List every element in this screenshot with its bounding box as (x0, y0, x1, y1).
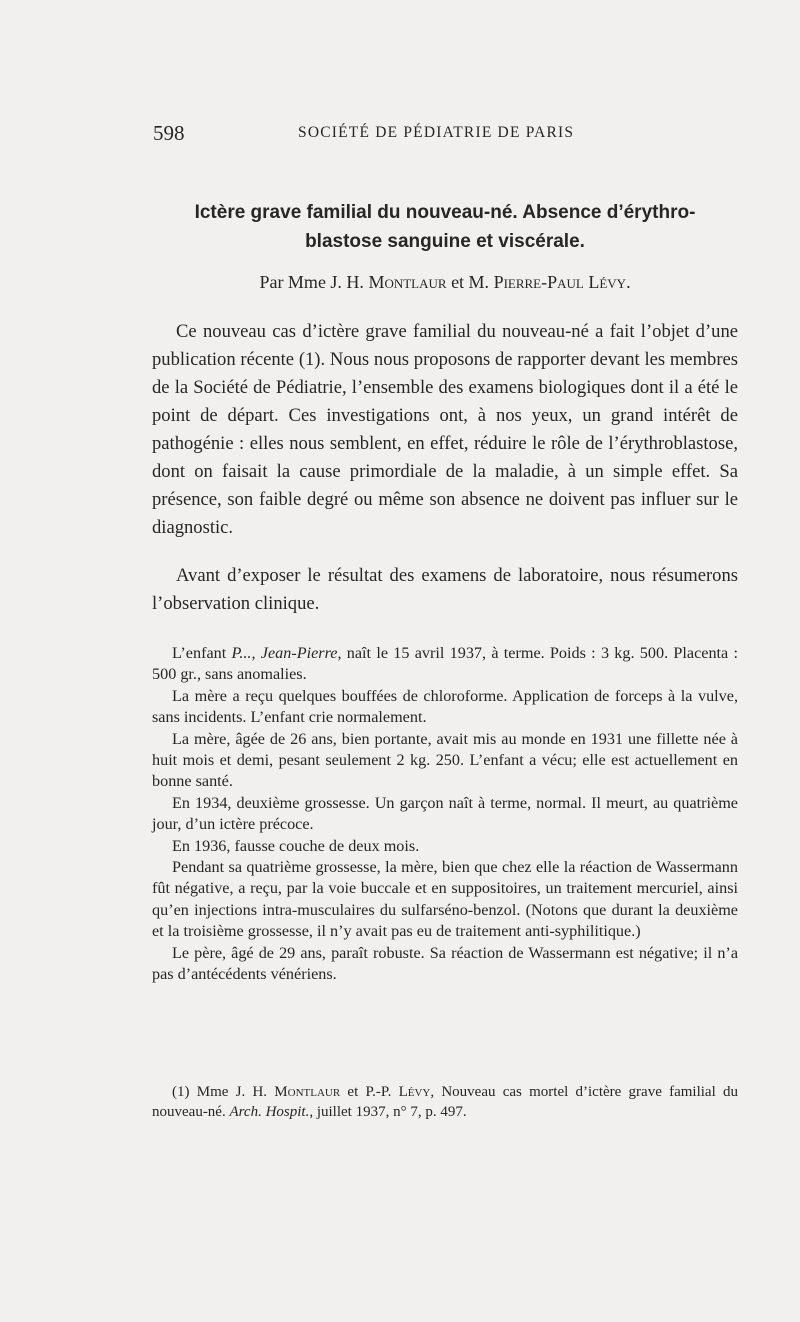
footnote-title: , Nouveau cas mortel d’ictère grave familial du nouveau-né. (152, 1084, 738, 1120)
observation-paragraph: En 1934, deuxième grossesse. Un garçon naît à terme, normal. Il meurt, au quatrième jour, d’un ictère précoce. (152, 793, 738, 834)
article-title (152, 198, 738, 256)
article (152, 198, 738, 986)
intro-text-a: Ce nouveau cas d’ictère grave familial du nouveau-né a fait l’objet d’une publication récente (152, 321, 738, 370)
author-montlaur: Montlaur (368, 272, 447, 292)
footnote-prefix: (1) Mme J. H. (172, 1084, 275, 1100)
obs-text-b: , naît le 15 avril 1937, à terme. Poids : 3 kg. 500. Placenta : 500 gr., sans anomalies. (152, 644, 738, 684)
footnote-journal: Arch. Hospit. (229, 1104, 310, 1120)
observation-paragraph: En 1936, fausse couche de deux mois. (172, 836, 420, 855)
observation-paragraph: Le père, âgé de 29 ans, paraît robuste. Sa réaction de Wassermann est négative; il n’a pas d’antécédents vénériens. (152, 943, 738, 984)
authors-prefix: Par Mme J. H. (259, 272, 369, 292)
observation-paragraph: Pendant sa quatrième grossesse, la mère, bien que chez elle la réaction de Wassermann fût négative, a reçu, par la voie buccale et en suppositoires, un traitement mercuriel, ainsi qu’en injections intra-musculaires du sulfarséno-benzol. (Notons que durant la deuxième et la troisième grossesse, il n’y avait pas eu de traitement anti-syphilitique.) (152, 858, 738, 941)
observation-paragraph (152, 643, 738, 686)
title-line-2: blastose sanguine et viscérale. (305, 231, 585, 252)
obs-text-a: L’enfant (172, 644, 232, 662)
authors-suffix: . (626, 272, 631, 292)
authors-mid: et M. (446, 272, 494, 292)
footnote-suffix: , juillet 1937, n° 7, p. 497. (309, 1104, 467, 1120)
footnote-mid: et P.-P. (340, 1084, 399, 1100)
footnote-author-montlaur: Montlaur (274, 1084, 341, 1100)
author-levy: Pierre-Paul Lévy (493, 272, 627, 292)
transition-paragraph: Avant d’exposer le résultat des examens de laboratoire, nous résumerons l’observation clinique. (152, 565, 738, 614)
title-line-1: Ictère grave familial du nouveau-né. Absence d’érythro- (194, 202, 696, 223)
page-number: 598 (153, 121, 185, 145)
observation-paragraph: La mère, âgée de 26 ans, bien portante, avait mis au monde en 1931 une fillette née à huit mois et demi, pesant seulement 2 kg. 250. L’enfant a vécu; elle est actuellement en bonne santé. (152, 729, 738, 791)
footnote (152, 1082, 738, 1122)
footnote-reference: (1) (294, 349, 321, 370)
intro-text-b: . Nous nous proposons de rapporter devant les membres de la Société de Pédiatrie, l’ensemble des examens biologiques dont il a été le point de départ. Ces investigations ont, à nos yeux, un grand intérêt de pathogénie : elles nous semblent, en effet, réduire le rôle de l’érythroblastose, dont on faisait la cause primordiale de la maladie, à un simple effet. Sa présence, son faible degré ou même son absence ne doivent pas influer sur le diagnostic. (152, 349, 739, 538)
running-title: SOCIÉTÉ DE PÉDIATRIE DE PARIS (298, 124, 575, 141)
article-authors (152, 270, 738, 294)
footnote-text (152, 1082, 738, 1122)
intro-paragraph (152, 318, 738, 542)
observation-paragraph: La mère a reçu quelques bouffées de chloroforme. Application de forceps à la vulve, sans incidents. L’enfant crie normalement. (152, 686, 738, 727)
patient-name: P..., Jean-Pierre (231, 644, 338, 662)
page-header (153, 121, 743, 145)
footnote-author-levy: Lévy (398, 1084, 431, 1100)
clinical-observation (152, 643, 738, 986)
